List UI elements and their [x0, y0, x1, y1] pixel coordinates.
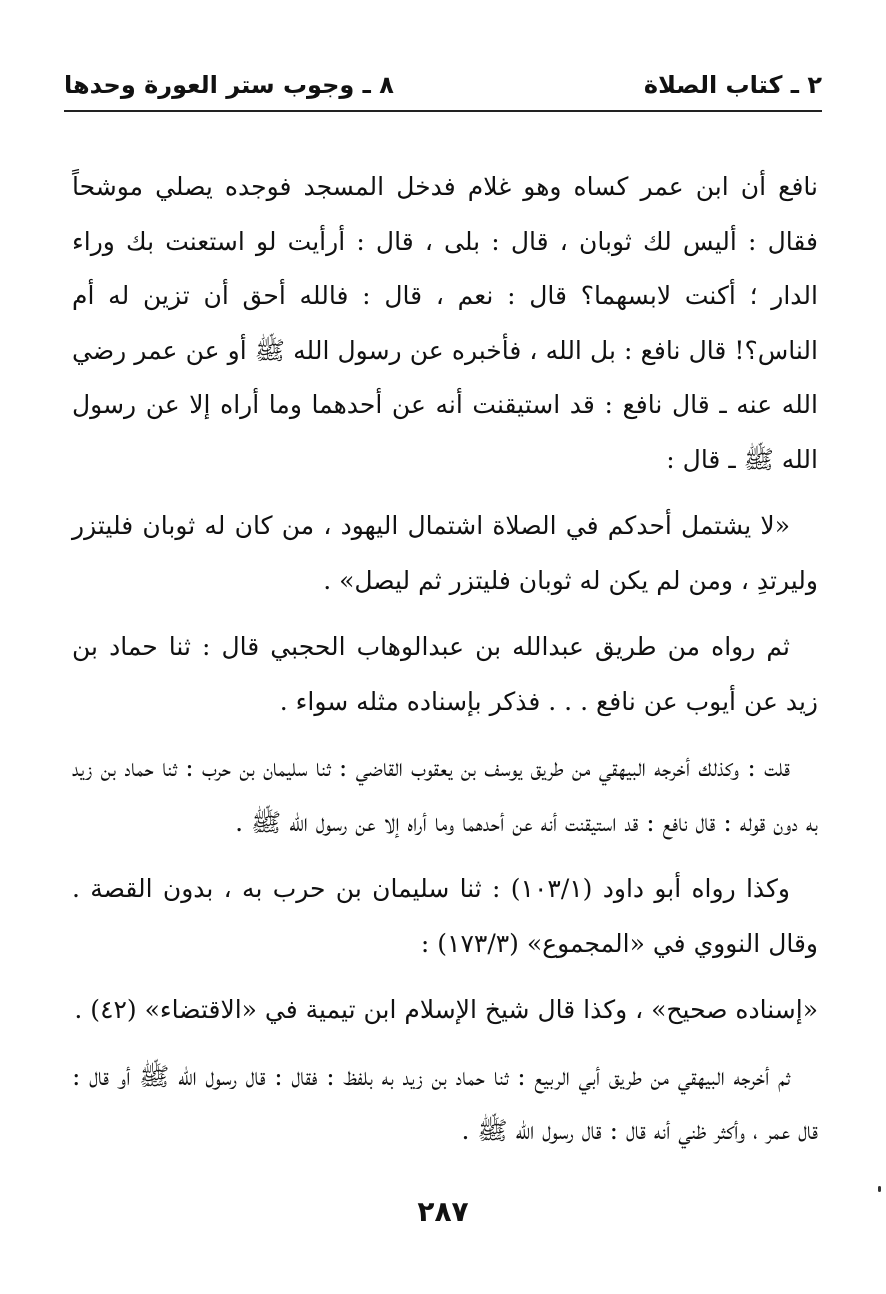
paragraph-isnad-grading: «إسناده صحيح» ، وكذا قال شيخ الإسلام ابن تيمية في «الاقتضاء» (٤٢) .: [74, 995, 818, 1024]
paragraph-abu-rabi-route: ثم أخرجه البيهقي من طريق أبي الربيع : ثنا حماد بن زيد به بلفظ : فقال : قال رسول الله ﷺ أو قال : قال عمر ، وأكثر ظني أنه قال : قال رسول الله ﷺ .: [72, 1061, 818, 1145]
page-number: ٢٨٧: [417, 1195, 469, 1228]
paragraph-bayhaqi-route: قلت : وكذلك أخرجه البيهقي من طريق يوسف بن يعقوب القاضي : ثنا سليمان بن حرب : ثنا حماد بن زيد به دون قوله : قال نافع : قد استيقنت أنه عن أحدهما وما أراه إلا عن رسول الله ﷺ .: [72, 753, 818, 837]
body-text: [72, 160, 818, 1171]
paragraph-narration: نافع أن ابن عمر كساه وهو غلام فدخل المسجد فوجده يصلي موشحاً فقال : أليس لك ثوبان ، قال : بلى ، قال : أرأيت لو استعنت بك وراء الدار ؛ أكنت لابسهما؟ قال : نعم ، قال : فالله أحق أن تزين له أم الناس؟! قال نافع : بل الله ، فأخبره عن رسول الله ﷺ أو عن عمر رضي الله عنه ـ قال نافع : قد استيقنت أنه عن أحدهما وما أراه إلا عن رسول الله ﷺ ـ قال :: [72, 172, 818, 474]
book-title: ٢ ـ كتاب الصلاة: [643, 71, 822, 99]
paragraph-hajabi-route: ثم رواه من طريق عبدالله بن عبدالوهاب الحجبي قال : ثنا حماد بن زيد عن أيوب عن نافع . . . فذكر بإسناده مثله سواء .: [72, 632, 818, 716]
header-divider: [64, 110, 822, 112]
scan-edge-mark: [878, 1186, 881, 1192]
chapter-title: ٨ ـ وجوب ستر العورة وحدها: [64, 71, 394, 99]
paragraph-hadith-quote: «لا يشتمل أحدكم في الصلاة اشتمال اليهود ، من كان له ثوبان فليتزر وليرتدِ ، ومن لم يكن له ثوبان فليتزر ثم ليصل» .: [72, 511, 818, 595]
paragraph-abu-dawud: وكذا رواه أبو داود (١٠٣/١) : ثنا سليمان بن حرب به ، بدون القصة . وقال النووي في «المجموع» (١٧٣/٣) :: [72, 874, 818, 958]
running-header: [64, 58, 822, 102]
